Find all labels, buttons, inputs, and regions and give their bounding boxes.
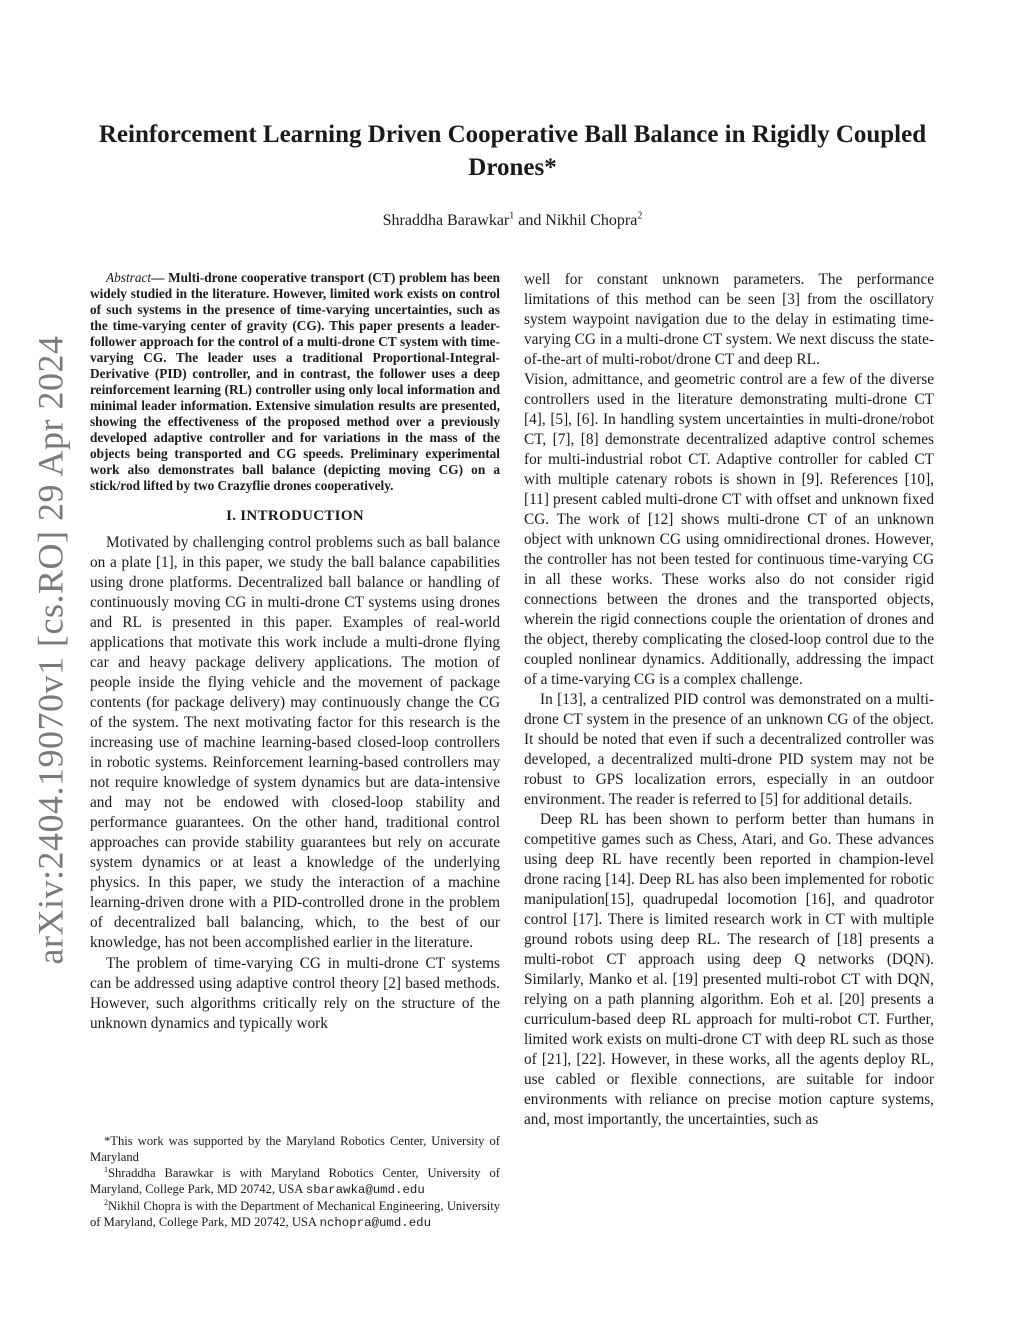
- author-1-affiliation-mark: 1: [509, 210, 515, 222]
- right-column: [524, 270, 934, 1130]
- abstract-dash: —: [151, 270, 169, 285]
- author-connector: and: [514, 212, 546, 229]
- arxiv-identifier-text: arXiv:2404.19070v1 [cs.RO] 29 Apr 2024: [30, 335, 71, 965]
- body-paragraph: Deep RL has been shown to perform better than humans in competitive games such as Chess, Atari, and Go. These advances using deep RL have recently been reported in champion-level drone racing [14]. Deep RL has also been implemented for robotic manipulation[15], quadrupedal locomotion [16], and quadrotor control [17]. There is limited research work in CT with multiple ground robots using deep RL. The research of [18] presents a multi-robot CT approach using deep Q networks (DQN). Similarly, Manko et al. [19] presented multi-robot CT with DQN, relying on a path planning algorithm. Eoh et al. [20] presents a curriculum-based deep RL approach for multi-robot CT. Further, limited work exists on multi-drone CT with deep RL such as those of [21], [22]. However, in these works, all the agents deploy RL, use cabled or flexible connections, are suitable for indoor environments with reliance on precise motion capture systems, and, most importantly, the uncertainties, such as: [524, 811, 934, 1128]
- abstract-label: Abstract: [106, 270, 152, 285]
- author-2-email: nchopra@umd.edu: [319, 1216, 432, 1230]
- abstract: [90, 270, 500, 494]
- paper-title: Reinforcement Learning Driven Cooperative Ball Balance in Rigidly Coupled Drones*: [98, 121, 927, 181]
- left-column: [90, 270, 500, 1034]
- section-heading-introduction: I. INTRODUCTION: [226, 508, 364, 524]
- author-2-name: Nikhil Chopra: [545, 212, 638, 229]
- body-paragraph: well for constant unknown parameters. The performance limitations of this method can be seen [3] from the oscillatory system waypoint navigation due to the delay in estimating time-varying CG in a multi-drone CT system. We next discuss the state-of-the-art of multi-robot/drone CT and deep RL.: [524, 271, 934, 368]
- body-paragraph: The problem of time-varying CG in multi-drone CT systems can be addressed using adaptive control theory [2] based methods. However, such algorithms critically rely on the structure of the unknown dynamics and typically work: [90, 955, 500, 1032]
- footnotes: [90, 1133, 500, 1231]
- footnote-author-2: [90, 1198, 500, 1231]
- abstract-text: Multi-drone cooperative transport (CT) problem has been widely studied in the literature. However, limited work exists on control of such systems in the presence of time-varying uncertainties, such as the time-varying center of gravity (CG). This paper presents a leader-follower approach for the control of a multi-drone CT system with time-varying CG. The leader uses a traditional Proportional-Integral-Derivative (PID) controller, and in contrast, the follower uses a deep reinforcement learning (RL) controller using only local information and minimal leader information. Extensive simulation results are presented, showing the effectiveness of the proposed method over a previously developed adaptive controller and for variations in the mass of the objects being transported and CG speeds. Preliminary experimental work also demonstrates ball balance (depicting moving CG) on a stick/rod lifted by two Crazyflie drones cooperatively.: [90, 270, 500, 493]
- footnote-author-1-mark: 1: [104, 1164, 108, 1174]
- author-line: [90, 212, 935, 230]
- footnote-author-2-mark: 2: [104, 1197, 108, 1207]
- footnote-author-1: [90, 1165, 500, 1198]
- author-1-email: sbarawka@umd.edu: [305, 1183, 425, 1197]
- body-paragraph: In [13], a centralized PID control was demonstrated on a multi-drone CT system in the presence of an unknown CG of the object. It should be noted that even if such a decentralized controller was developed, a decentralized multi-drone PID system may not be robust to GPS localization errors, especially in an outdoor environment. The reader is referred to [5] for additional details.: [524, 691, 934, 808]
- footnote-funding: *This work was supported by the Maryland Robotics Center, University of Maryland: [90, 1134, 500, 1164]
- footnote-author-2-text: Nikhil Chopra is with the Department of Mechanical Engineering, University of Maryland, College Park, MD 20742, USA: [90, 1199, 500, 1229]
- footnote-author-1-text: Shraddha Barawkar is with Maryland Robotics Center, University of Maryland, College Park, MD 20742, USA: [90, 1166, 500, 1196]
- body-paragraph: Vision, admittance, and geometric control are a few of the diverse controllers used in the literature demonstrating multi-drone CT [4], [5], [6]. In handling system uncertainties in multi-drone/robot CT, [7], [8] demonstrate decentralized adaptive control schemes for multi-industrial robot CT. Adaptive controller for cabled CT with multiple catenary robots is shown in [9]. References [10], [11] present cabled multi-drone CT with offset and unknown fixed CG. The work of [12] shows multi-drone CT of an unknown object with unknown CG using omnidirectional drones. However, the controller has not been tested for continuous time-varying CG in all these works. These works also do not consider rigid connections between the drones and the transported objects, wherein the rigid connections couple the orientation of drones and the object, thereby complicating the closed-loop control due to the coupled nonlinear dynamics. Additionally, addressing the impact of a time-varying CG is a complex challenge.: [524, 371, 934, 688]
- author-2-affiliation-mark: 2: [637, 210, 643, 222]
- arxiv-identifier: [30, 335, 71, 965]
- author-1-name: Shraddha Barawkar: [382, 212, 510, 229]
- body-paragraph: Motivated by challenging control problems such as ball balance on a plate [1], in this paper, we study the ball balance capabilities using drone platforms. Decentralized ball balance or handling of continuously moving CG in multi-drone CT systems using drones and RL is presented in this paper. Examples of real-world applications that motivate this work include a multi-drone flying car and heavy package delivery applications. The motion of people inside the flying vehicle and the movement of package contents (for package delivery) may continuously change the CG of the system. The next motivating factor for this research is the increasing use of machine learning-based closed-loop controllers in robotic systems. Reinforcement learning-based controllers may not require knowledge of system dynamics but are data-intensive and may not be endowed with closed-loop stability and performance guarantees. On the other hand, traditional control approaches can provide stability guarantees but rely on accurate system dynamics or at least a knowledge of the underlying physics. In this paper, we study the interaction of a machine learning-driven drone with a PID-controlled drone in the problem of decentralized ball balancing, which, to the best of our knowledge, has not been accomplished earlier in the literature.: [90, 534, 500, 951]
